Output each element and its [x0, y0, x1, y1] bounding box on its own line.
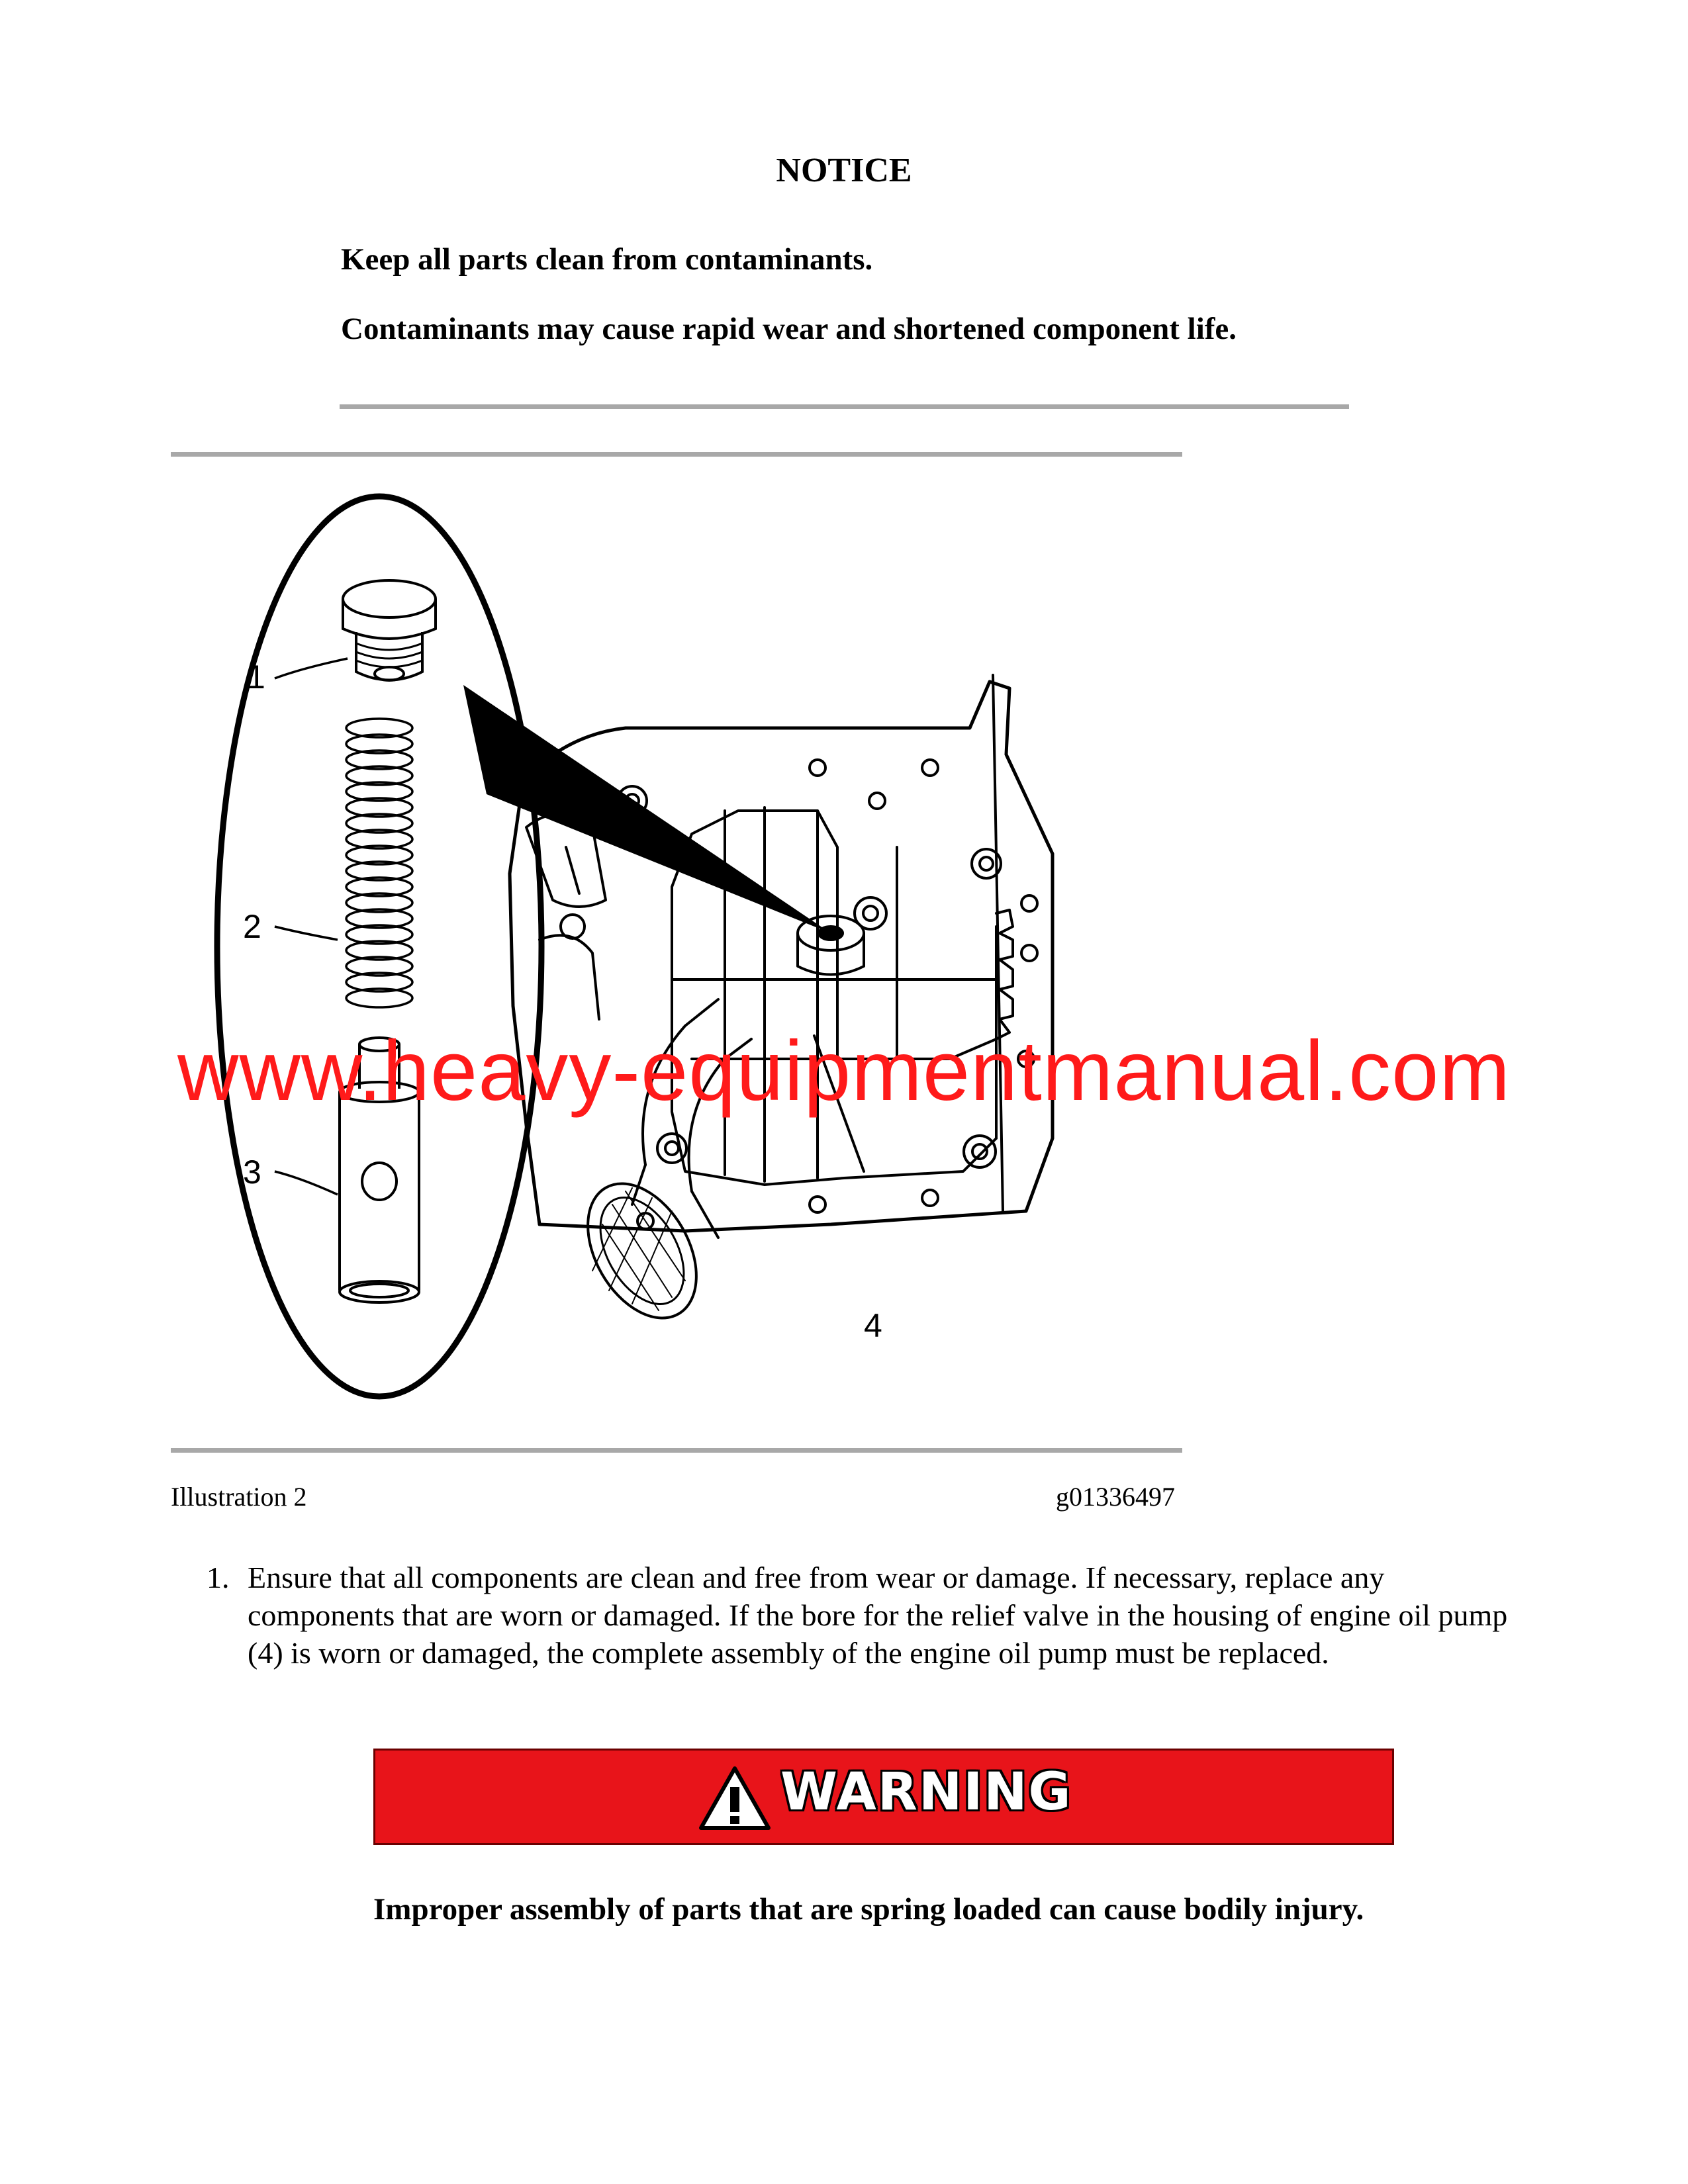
illustration-id: g01336497 [1056, 1482, 1175, 1512]
illustration-caption: Illustration 2 [171, 1482, 307, 1512]
notice-title: NOTICE [776, 152, 912, 189]
illustration-top-rule [171, 452, 1182, 457]
callout-2: 2 [243, 908, 261, 945]
warning-banner [373, 1749, 1394, 1845]
oil-pump-relief-valve-drawing [169, 477, 1188, 1423]
notice-divider [340, 404, 1349, 409]
callout-3: 3 [243, 1154, 261, 1191]
illustration-figure [169, 477, 1188, 1423]
detail-ellipse [217, 496, 541, 1396]
callout-4: 4 [864, 1307, 882, 1344]
illustration-bottom-rule [171, 1448, 1182, 1453]
warning-label: WARNING [780, 1762, 1072, 1822]
step-text: Ensure that all components are clean and free from wear or damage. If necessary, replace any components that are worn or damaged. If the bore for the relief valve in the housing of engine oil pump (4) is worn or damaged, the complete assembly of the engine oil pump must be replaced. [248, 1561, 1508, 1670]
step-number: 1. [207, 1561, 230, 1594]
watermark-url: www.heavy-equipmentmanual.com [177, 1024, 1511, 1118]
notice-line-2: Contaminants may cause rapid wear and shortened component life. [341, 312, 1237, 346]
callout-1: 1 [247, 659, 265, 696]
notice-line-1: Keep all parts clean from contaminants. [341, 242, 873, 277]
warning-triangle-icon [698, 1766, 771, 1832]
warning-text: Improper assembly of parts that are spring loaded can cause bodily injury. [373, 1892, 1364, 1927]
